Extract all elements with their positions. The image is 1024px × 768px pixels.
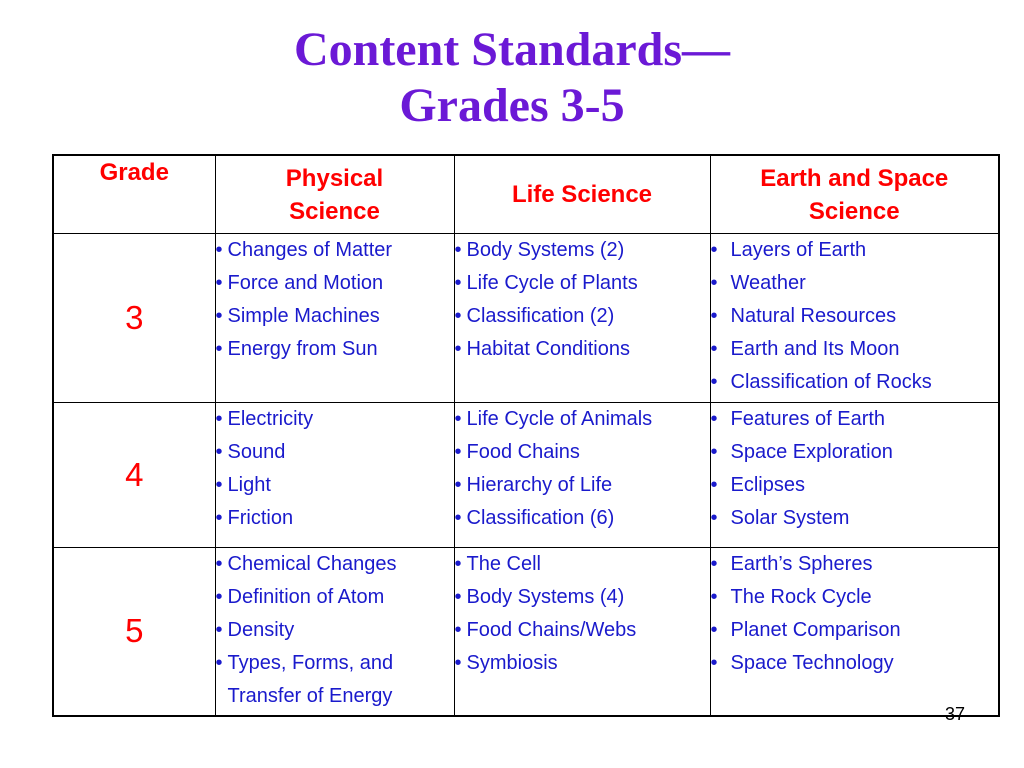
list-item: • Features of Earth xyxy=(710,408,886,430)
list-item: • Life Cycle of Plants xyxy=(454,272,638,294)
list-item: • Classification of Rocks xyxy=(710,371,932,393)
list-item: • Force and Motion xyxy=(215,272,384,294)
grade-cell: 5 xyxy=(53,548,215,716)
topic-list xyxy=(455,548,710,680)
list-item: • Classification (6) xyxy=(454,507,615,529)
header-earth-line-1: Earth and Space xyxy=(760,164,949,192)
earth-space-science-cell xyxy=(710,403,999,548)
list-item: • Electricity xyxy=(215,408,314,430)
list-item: • Natural Resources xyxy=(710,305,897,327)
standards-table xyxy=(52,154,1000,717)
header-physical-line-1: Physical xyxy=(285,164,384,192)
list-item-continuation: Transfer of Energy xyxy=(227,685,393,707)
life-science-cell xyxy=(454,403,710,548)
title-line-2: Grades 3-5 xyxy=(399,79,625,132)
list-item: • Life Cycle of Animals xyxy=(454,408,653,430)
topic-list xyxy=(216,548,454,713)
physical-science-cell xyxy=(215,234,454,403)
earth-space-science-cell xyxy=(710,548,999,716)
list-item: • Hierarchy of Life xyxy=(454,474,613,496)
list-item: • The Rock Cycle xyxy=(710,586,872,608)
list-item: • Definition of Atom xyxy=(215,586,385,608)
list-item: • Types, Forms, and xyxy=(215,652,394,674)
header-grade: Grade xyxy=(53,155,215,234)
life-science-cell xyxy=(454,548,710,716)
list-item: • Food Chains xyxy=(454,441,580,463)
title-line-1: Content Standards— xyxy=(293,23,731,76)
header-earth-space-science xyxy=(710,155,999,234)
list-item: • Sound xyxy=(215,441,286,463)
header-physical-science xyxy=(215,155,454,234)
earth-space-science-cell xyxy=(710,234,999,403)
list-item: • Habitat Conditions xyxy=(454,338,630,360)
list-item: • Classification (2) xyxy=(454,305,615,327)
header-row xyxy=(53,155,999,234)
table-row xyxy=(53,548,999,716)
list-item: • Energy from Sun xyxy=(215,338,378,360)
list-item: • Symbiosis xyxy=(454,652,558,674)
physical-science-cell xyxy=(215,548,454,716)
topic-list xyxy=(216,403,454,535)
table-row xyxy=(53,234,999,403)
life-science-cell xyxy=(454,234,710,403)
list-item: • Space Technology xyxy=(710,652,894,674)
list-item: • Earth’s Spheres xyxy=(710,553,873,575)
topic-list xyxy=(216,234,454,366)
list-item: • Body Systems (4) xyxy=(454,586,625,608)
page-number: 37 xyxy=(944,704,965,724)
list-item: • Simple Machines xyxy=(215,305,380,327)
list-item: • Light xyxy=(215,474,271,496)
topic-list xyxy=(455,403,710,535)
topic-list xyxy=(711,234,999,399)
topic-list xyxy=(711,403,999,535)
topic-list xyxy=(455,234,710,366)
grade-cell: 4 xyxy=(53,403,215,548)
list-item: • Chemical Changes xyxy=(215,553,397,575)
list-item: • Body Systems (2) xyxy=(454,239,625,261)
list-item: • Earth and Its Moon xyxy=(710,338,900,360)
list-item: • Layers of Earth xyxy=(710,239,867,261)
header-physical-line-2: Science xyxy=(289,197,380,225)
list-item: • Density xyxy=(215,619,295,641)
physical-science-cell xyxy=(215,403,454,548)
list-item: • Eclipses xyxy=(710,474,805,496)
grade-cell: 3 xyxy=(53,234,215,403)
list-item: • Food Chains/Webs xyxy=(454,619,637,641)
list-item: • The Cell xyxy=(454,553,541,575)
list-item: • Changes of Matter xyxy=(215,239,393,261)
list-item: • Solar System xyxy=(710,507,850,529)
list-item: • Friction xyxy=(215,507,294,529)
list-item: • Space Exploration xyxy=(710,441,893,463)
slide-title xyxy=(0,22,1024,134)
header-earth-line-2: Science xyxy=(808,197,900,225)
list-item: • Planet Comparison xyxy=(710,619,901,641)
list-item: • Weather xyxy=(710,272,806,294)
header-life-science: Life Science xyxy=(454,155,710,234)
topic-list xyxy=(711,548,999,680)
table-row xyxy=(53,403,999,548)
